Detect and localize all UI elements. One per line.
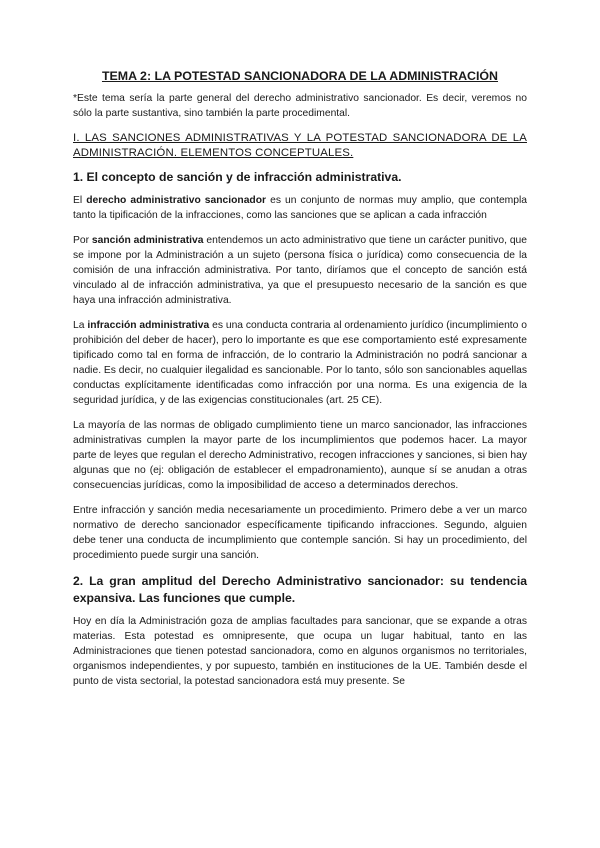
paragraph [73, 233, 527, 308]
paragraph-text: Por [73, 235, 92, 246]
paragraph [73, 193, 527, 223]
paragraph: Hoy en día la Administración goza de amplias facultades para sancionar, que se expande a otras materias. Esta potestad es omnipresente, que ocupa un lugar habitual, tanto en las Administraciones que tienen potestad sancionadora, como en algunos organismos no territoriales, organismos independientes, y por supuesto, también en instituciones de la UE. También desde el punto de vista sectorial, la potestad sancionadora está muy presente. Se [73, 616, 527, 687]
paragraph-text: es un conjunto de normas muy amplio, que contempla tanto la tipificación de la infracciones, como las sanciones que se aplican a cada infracción [73, 195, 527, 221]
section-heading: I. LAS SANCIONES ADMINISTRATIVAS Y LA POTESTAD SANCIONADORA DE LA ADMINISTRACIÓN. ELEMENTOS CONCEPTUALES. [73, 132, 527, 159]
paragraph-text: es una conducta contraria al ordenamiento jurídico (incumplimiento o prohibición del deber de hacer), pero lo importante es que ese comportamiento esté expresamente tipificado como tal en forma de infracción, de lo contrario la Administración no podrá sancionar a nadie. Es decir, no cualquier ilegalidad es sancionable. Por lo tanto, sólo son sancionables aquellas conductas explícitamente identificadas como infracción por una norma. Es una exigencia de la seguridad jurídica, y de las exigencias constitucionales (art. 25 CE). [73, 320, 527, 406]
intro-note: *Este tema sería la parte general del derecho administrativo sancionador. Es decir, veremos no sólo la parte sustantiva, sino también la parte procedimental. [73, 93, 527, 119]
bold-term: derecho administrativo sancionador [86, 195, 267, 206]
document-title: TEMA 2: LA POTESTAD SANCIONADORA DE LA ADMINISTRACIÓN [101, 69, 499, 83]
subsection-heading-1: 1. El concepto de sanción y de infracción administrativa. [73, 170, 402, 184]
paragraph-text: entendemos un acto administrativo que tiene un carácter punitivo, que se impone por la Administración a un sujeto (persona física o jurídica) como consecuencia de la comisión de una infracción administrativa. Por tanto, diríamos que el concepto de sanción está vinculado al de infracción administrativa, ya que el presupuesto necesario de la sanción es que haya una infracción administrativa. [73, 235, 528, 306]
paragraph: La mayoría de las normas de obligado cumplimiento tiene un marco sancionador, las infracciones administrativas cumplen la mayor parte de los incumplimientos que podemos hacer. La mayor parte de leyes que regulan el derecho Administrativo, recogen infracciones y sanciones, si bien hay algunas que no (ej: obligación de establecer el empadronamiento), aunque sí se anudan a otras consecuencias jurídicas, como la imposibilidad de acceso a determinados derechos. [73, 420, 527, 491]
bold-term: sanción administrativa [91, 235, 204, 246]
paragraph-text: El [73, 195, 87, 206]
paragraph [73, 318, 527, 408]
paragraph: Entre infracción y sanción media necesariamente un procedimiento. Primero debe a ver un marco normativo de derecho sancionador específicamente tipificando infracciones. Segundo, alguien debe tener una conducta de incumplimiento que contemple sanción. Si hay un procedimiento, del procedimiento puede surgir una sanción. [73, 505, 527, 561]
subsection-heading-2: 2. La gran amplitud del Derecho Administrativo sancionador: su tendencia expansiva. Las funciones que cumple. [73, 574, 527, 605]
paragraph-text: La [73, 320, 88, 331]
bold-term: infracción administrativa [87, 320, 210, 331]
document-body [73, 68, 527, 699]
